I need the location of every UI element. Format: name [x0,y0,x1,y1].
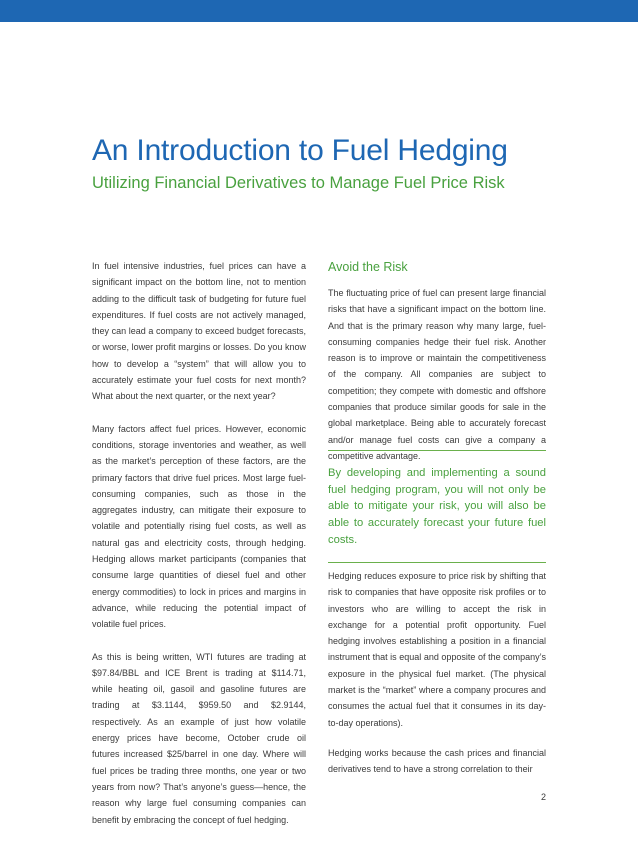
section-heading-avoid-risk: Avoid the Risk [328,260,408,274]
left-paragraph-factors: Many factors affect fuel prices. However, economic conditions, storage inventories and weather, as well as the market’s perception of these factors, are the primary factors that drive fuel prices. Most large fuel-consuming companies, such as those in the aggregates industry, can mitigate their exposure to volatile and potentially rising fuel costs, as well as natural gas and electricity costs, through hedging. Hedging allows market participants (companies that consume large quantities of diesel fuel and other energy commodities) to lock in prices and margins in advance, while reducing the potential impact of volatile fuel prices. [92,423,306,630]
left-paragraph-intro: In fuel intensive industries, fuel prices can have a significant impact on the bottom line, not to mention adding to the difficult task of budgeting for future fuel expenditures. If fuel costs are not actively managed, they can lead a company to exceed budget forecasts, or worse, lower profit margins or losses. Do you know how to develop a “system” that will allow you to accurately estimate your fuel costs for next month? What about the next quarter, or the next year? [92,261,306,402]
right-column-bottom [328,568,546,792]
page-title: An Introduction to Fuel Hedging [92,134,508,167]
right-paragraph-risk: The fluctuating price of fuel can present large financial risks that have a significant impact on the bottom line. And that is the primary reason why many large, fuel-consuming companies hedge their fuel risk. Another reason is to improve or maintain the competitiveness of the company. All companies are subject to competition; they compete with domestic and offshore companies that produce similar goods for sale in the global marketplace. Being able to accurately forecast and/or manage fuel costs can give a company a competitive advantage. [328,288,546,461]
pull-quote: By developing and implementing a sound fuel hedging program, you will not only be able to mitigate your risk, you will also be able to accurately forecast your future fuel costs. [328,450,546,563]
right-column-top [328,258,546,480]
left-column [92,258,306,844]
left-paragraph-prices: As this is being written, WTI futures are trading at $97.84/BBL and ICE Brent is trading at $114.71, while heating oil, gasoil and gasoline futures are trading at $3.1144, $959.50 and $2.9144, respectively. As an example of just how volatile energy prices have become, October crude oil futures increased $25/barrel in one day. Where will fuel prices be trading three months, one year or two years from now? That’s anyone’s guess—hence, the reason why large fuel consuming companies can benefit by embracing the concept of fuel hedging. [92,651,306,825]
page-number: 2 [540,792,546,802]
right-paragraph-hedging: Hedging reduces exposure to price risk by shifting that risk to companies that have opposite risk profiles or to investors who are willing to accept the risk in exchange for a potential profit opportunity. Fuel hedging involves establishing a position in a financial instrument that is equal and opposite of the company’s exposure in the physical fuel market. (The physical market is the “market” where a company procures and consumes the actual fuel that it consumes in its day-to-day operations). [328,571,546,728]
right-paragraph-correlation: Hedging works because the cash prices and financial derivatives tend to have a strong correlation to their [328,747,546,775]
header-color-bar [0,0,638,22]
page-subtitle: Utilizing Financial Derivatives to Manage Fuel Price Risk [92,174,505,192]
